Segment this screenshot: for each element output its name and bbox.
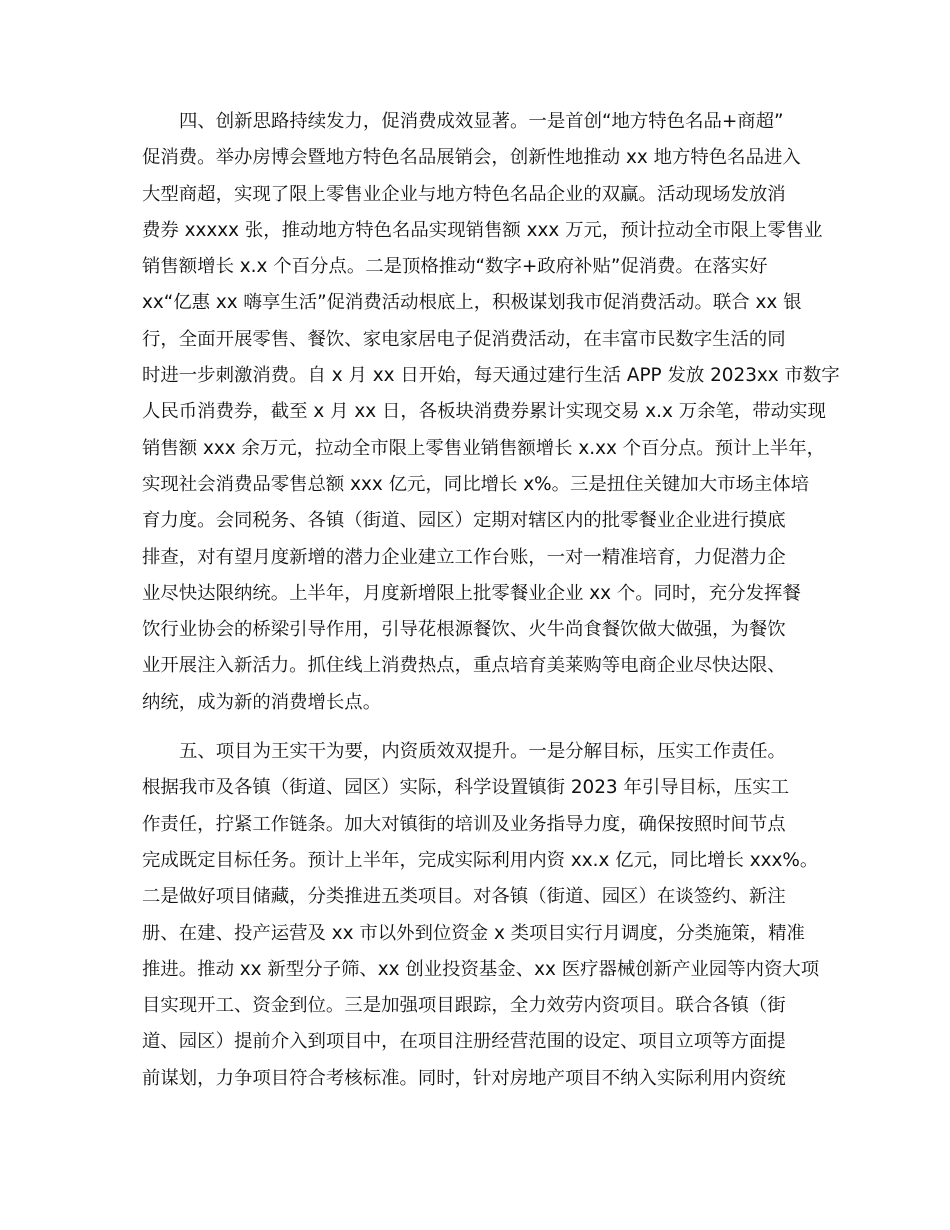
paragraph-line: 促消费。举办房博会暨地方特色名品展销会，创新性地推动 xx 地方特色名品进入 <box>142 147 801 169</box>
paragraph-line: 根据我市及各镇（街道、园区）实际，科学设置镇街 2023 年引导目标，压实工 <box>142 777 789 799</box>
paragraph-line: 作责任，拧紧工作链条。加大对镇街的培训及业务指导力度，确保按照时间节点 <box>142 813 786 835</box>
paragraph-line: 五、项目为王实干为要，内资质效双提升。一是分解目标，压实工作责任。 <box>179 741 786 763</box>
paragraph-line: 业尽快达限纳统。上半年，月度新增限上批零餐业企业 xx 个。同时，充分发挥餐 <box>142 582 801 604</box>
paragraph-line: 完成既定目标任务。预计上半年，完成实际利用内资 xx.x 亿元，同比增长 xxx%。 <box>142 849 819 871</box>
document-body <box>142 104 840 1097</box>
paragraph-line: 目实现开工、资金到位。三是加强项目跟踪，全力效劳内资项目。联合各镇（街 <box>142 995 786 1017</box>
paragraph-spacer <box>142 721 806 734</box>
paragraph-line: 业开展注入新活力。抓住线上消费热点，重点培育美莱购等电商企业尽快达限、 <box>142 655 786 677</box>
paragraph-line: 销售额 xxx 余万元，拉动全市限上零售业销售额增长 x.xx 个百分点。预计上半年， <box>142 437 826 459</box>
paragraph-line: 道、园区）提前介入到项目中，在项目注册经营范围的设定、项目立项等方面提 <box>142 1031 786 1053</box>
paragraph-line: 大型商超，实现了限上零售业企业与地方特色名品企业的双赢。活动现场发放消 <box>142 183 786 205</box>
paragraph-line: 人民币消费券，截至 x 月 xx 日，各板块消费券累计实现交易 x.x 万余笔，带动实现 <box>142 401 826 423</box>
paragraph-line: 行，全面开展零售、餐饮、家电家居电子促消费活动，在丰富市民数字生活的同 <box>142 328 786 350</box>
paragraph-projects <box>142 734 820 1097</box>
paragraph-line: xx“亿惠 xx 嗨享生活”促消费活动根底上，积极谋划我市促消费活动。联合 xx 银 <box>142 292 802 314</box>
paragraph-line: 纳统，成为新的消费增长点。 <box>142 691 382 713</box>
paragraph-line: 饮行业协会的桥梁引导作用，引导花根源餐饮、火牛尚食餐饮做大做强，为餐饮 <box>142 619 786 641</box>
paragraph-line: 育力度。会同税务、各镇（街道、园区）定期对辖区内的批零餐业企业进行摸底 <box>142 510 786 532</box>
paragraph-line: 销售额增长 x.x 个百分点。二是顶格推动“数字+政府补贴”促消费。在落实好 <box>142 256 768 278</box>
paragraph-line: 四、创新思路持续发力，促消费成效显著。一是首创“地方特色名品+商超” <box>179 111 784 132</box>
paragraph-line: 实现社会消费品零售总额 xxx 亿元，同比增长 x%。三是扭住关键加大市场主体培 <box>142 473 810 495</box>
paragraph-line: 前谋划，力争项目符合考核标准。同时，针对房地产项目不纳入实际利用内资统 <box>142 1067 786 1089</box>
paragraph-line: 推进。推动 xx 新型分子筛、xx 创业投资基金、xx 医疗器械创新产业园等内资大项 <box>142 958 820 980</box>
paragraph-consumption <box>142 104 840 721</box>
paragraph-line: 册、在建、投产运营及 xx 市以外到位资金 x 类项目实行月调度，分类施策，精准 <box>142 922 805 944</box>
paragraph-line: 排查，对有望月度新增的潜力企业建立工作台账，一对一精准培育，力促潜力企 <box>142 546 786 568</box>
paragraph-line: 时进一步刺激消费。自 x 月 xx 日开始，每天通过建行生活 APP 发放 2023xx 市数字 <box>142 365 840 387</box>
paragraph-line: 二是做好项目储藏，分类推进五类项目。对各镇（街道、园区）在谈签约、新注 <box>142 886 786 908</box>
paragraph-line: 费券 xxxxx 张，推动地方特色名品实现销售额 xxx 万元，预计拉动全市限上零售业 <box>142 219 823 241</box>
